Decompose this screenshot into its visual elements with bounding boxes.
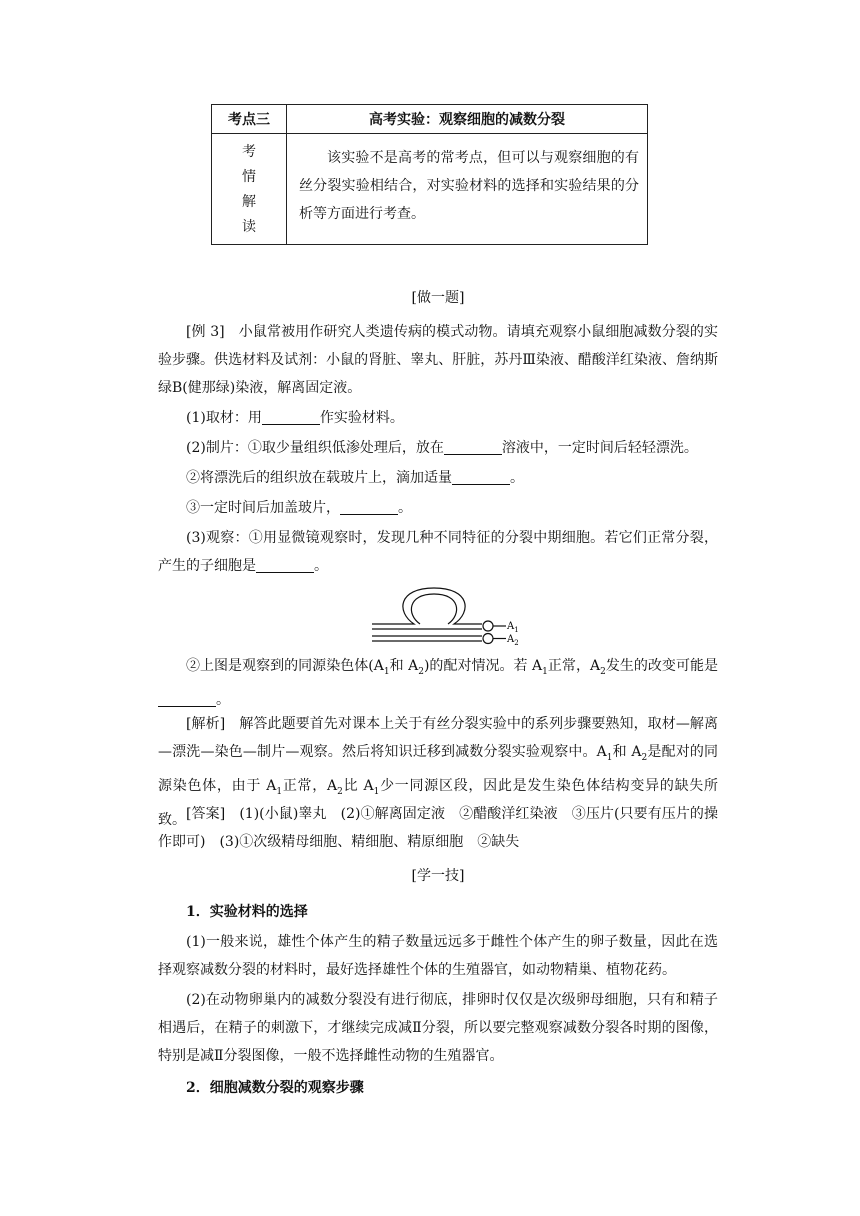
label-a2: $A_2$ bbox=[507, 634, 519, 646]
side-char: 解 bbox=[242, 194, 256, 210]
subscript: 1 bbox=[383, 666, 390, 677]
analysis-label: [解析] bbox=[186, 716, 226, 732]
centromere-a2 bbox=[483, 634, 493, 644]
label-a1: $A_1$ bbox=[507, 621, 519, 634]
q3-text-b: 。 bbox=[314, 558, 328, 574]
q1-text-b: 作实验材料。 bbox=[319, 410, 404, 426]
topic-number: 考点三 bbox=[212, 105, 287, 134]
q3-text-a: (3)观察：①用显微镜观察时，发现几种不同特征的分裂中期细胞。若它们正常分裂，产生的子细胞是 bbox=[158, 530, 718, 574]
q2-2-text-b: 。 bbox=[510, 470, 524, 486]
side-char: 考 bbox=[242, 144, 256, 160]
q3-2-text: ②上图是观察到的同源染色体(A bbox=[186, 658, 384, 674]
question-3-1 bbox=[158, 524, 718, 580]
q2-text-b: 溶液中，一定时间后轻轻漂洗。 bbox=[501, 440, 698, 456]
q1-text-a: (1)取材：用 bbox=[186, 410, 262, 426]
q3-2-text: 发生的改变可能是 bbox=[605, 658, 718, 674]
subscript: 1 bbox=[606, 752, 613, 763]
chromosome-a1-loop bbox=[372, 588, 482, 624]
topic-title: 高考实验：观察细胞的减数分裂 bbox=[287, 105, 648, 134]
example-intro-text: 小鼠常被用作研究人类遗传病的模式动物。请填充观察小鼠细胞减数分裂的实验步骤。供选材料及试剂：小鼠的肾脏、睾丸、肝脏，苏丹Ⅲ染液、醋酸洋红染液、詹纳斯绿B(健那绿)染液，解离固定液。 bbox=[158, 324, 719, 396]
question-2-3 bbox=[158, 494, 718, 522]
topic-table bbox=[211, 104, 648, 245]
question-2-2 bbox=[158, 464, 718, 492]
topic-side-label bbox=[212, 134, 287, 245]
q3-2-text: 正常，A bbox=[547, 658, 601, 674]
chromosome-pairing-diagram bbox=[370, 584, 530, 646]
answer-label: [答案] bbox=[186, 806, 226, 822]
skill-paragraph-2: (2)在动物卵巢内的减数分裂没有进行彻底，排卵时仅仅是次级卵母细胞，只有和精子相遇后，在精子的刺激下，才继续完成减Ⅱ分裂，所以要完整观察减数分裂各时期的图像，特别是减Ⅱ分裂图像，一般不选择雌性动物的生殖器官。 bbox=[158, 992, 718, 1064]
answer-blank[interactable] bbox=[452, 468, 510, 485]
answer-blank[interactable] bbox=[262, 408, 320, 425]
q3-2-text: 和 A bbox=[389, 658, 419, 674]
question-3-2 bbox=[158, 652, 718, 714]
analysis-text: 比 A bbox=[342, 777, 374, 794]
analysis-text: 和 A bbox=[612, 744, 642, 760]
analysis-text: 少一同源区段，因此是发生染色体结构变异的缺失所致。 bbox=[158, 777, 719, 828]
skill-paragraph-1: (1)一般来说，雄性个体产生的精子数量远远多于雌性个体产生的卵子数量，因此在选择观察减数分裂的材料时，最好选择雄性个体的生殖器官，如动物精巢、植物花药。 bbox=[158, 934, 718, 978]
centromere-a1 bbox=[483, 621, 493, 631]
question-1 bbox=[158, 404, 718, 432]
example-intro bbox=[158, 318, 718, 402]
section-title-skill: [学一技] bbox=[411, 868, 465, 884]
answer-blank[interactable] bbox=[340, 498, 398, 515]
answer-blank[interactable] bbox=[444, 438, 502, 455]
q2-2-text-a: ②将漂洗后的组织放在载玻片上，滴加适量 bbox=[186, 470, 452, 486]
skill-heading-2: 2．细胞减数分裂的观察步骤 bbox=[186, 1080, 364, 1096]
side-char: 读 bbox=[242, 219, 256, 235]
subscript: 2 bbox=[600, 666, 606, 677]
analysis-text: 是配对的同源染色体，由于 A bbox=[158, 744, 719, 794]
question-2-1 bbox=[158, 434, 718, 462]
q2-3-text-b: 。 bbox=[398, 500, 412, 516]
q2-text-a: (2)制片：①取少量组织低渗处理后，放在 bbox=[186, 440, 444, 456]
q2-3-text-a: ③一定时间后加盖玻片， bbox=[186, 500, 340, 516]
subscript: 2 bbox=[418, 666, 424, 677]
answer-paragraph bbox=[158, 800, 718, 856]
analysis-text: 正常，A bbox=[282, 777, 338, 794]
q3-2-text: 。 bbox=[216, 691, 230, 708]
section-title-practice: [做一题] bbox=[411, 290, 465, 306]
side-char: 情 bbox=[242, 169, 256, 185]
answer-blank[interactable] bbox=[256, 556, 314, 573]
subscript: 2 bbox=[641, 752, 648, 763]
chromosome-a1-inner-loop bbox=[411, 594, 456, 624]
answer-text: (1)(小鼠)睾丸 (2)①解离固定液 ②醋酸洋红染液 ③压片(只要有压片的操作即可) (3)①次级精母细胞、精细胞、精原细胞 ②缺失 bbox=[158, 806, 719, 850]
subscript: 2 bbox=[337, 786, 343, 797]
analysis-text: 解答此题要首先对课本上关于有丝分裂实验中的系列步骤要熟知，取材—解离—漂洗—染色—制片—观察。然后将知识迁移到减数分裂实验观察中。A bbox=[158, 716, 719, 760]
topic-description: 该实验不是高考的常考点，但可以与观察细胞的有丝分裂实验相结合，对实验材料的选择和实验结果的分析等方面进行考查。 bbox=[287, 134, 648, 245]
example-label: [例 3] bbox=[186, 324, 225, 340]
skill-heading-1: 1．实验材料的选择 bbox=[186, 904, 308, 920]
subscript: 1 bbox=[276, 786, 283, 797]
subscript: 1 bbox=[542, 666, 548, 677]
subscript: 1 bbox=[373, 786, 380, 797]
q3-2-text: )的配对情况。若 A bbox=[423, 658, 543, 674]
answer-blank[interactable] bbox=[158, 690, 216, 707]
